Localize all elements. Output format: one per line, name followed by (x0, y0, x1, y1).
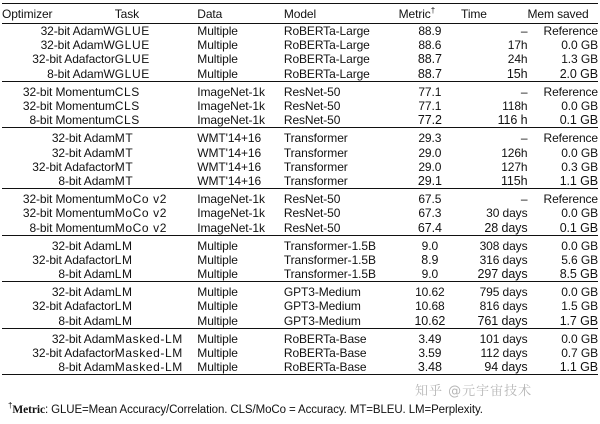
table-row (2, 360, 598, 375)
cell-data: Multiple (197, 52, 238, 67)
cell-optimizer: 32-bit Momentum (22, 206, 115, 221)
cell-task: CLS (114, 99, 140, 114)
cell-model: GPT3-Medium (283, 313, 361, 328)
cell-time: 795 days (461, 282, 527, 300)
cell-data: WMT'14+16 (197, 145, 262, 160)
cell-mem-saved: 0.0 GB (527, 235, 598, 253)
cell-optimizer: 32-bit Adam (2, 328, 115, 346)
cell-model: RoBERTa-Base (284, 328, 399, 346)
cell-model: GPT3-Medium (283, 299, 361, 314)
cell-task: MT (114, 145, 134, 160)
table-row (2, 128, 598, 146)
cell-optimizer: 32-bit Adam (2, 128, 115, 146)
cell-time: 94 days (461, 360, 527, 375)
cell-mem-saved: Reference (527, 81, 598, 99)
table-row (2, 24, 598, 39)
cell-mem-saved: 0.0 GB (527, 328, 598, 346)
cell-time: 15h (506, 66, 528, 81)
cell-metric: 77.1 (418, 99, 442, 114)
cell-task: GLUE (114, 38, 150, 53)
cell-data: Multiple (197, 252, 238, 267)
cell-optimizer: 32-bit Momentum (2, 189, 115, 207)
table-row (2, 314, 598, 329)
table-row (2, 267, 598, 282)
table-row (2, 346, 598, 360)
header-metric (399, 4, 461, 24)
header-task: Task (115, 4, 198, 24)
cell-optimizer: 32-bit Momentum (2, 81, 115, 99)
cell-task: LM (114, 313, 133, 328)
cell-time: – (461, 81, 527, 99)
cell-data: ImageNet-1k (197, 113, 265, 128)
cell-data: WMT'14+16 (197, 159, 262, 174)
cell-task: Masked-LM (115, 360, 198, 375)
cell-time: 115h (501, 173, 528, 188)
cell-task: MoCo v2 (114, 220, 167, 235)
table-row (2, 206, 598, 220)
cell-data: Multiple (197, 24, 238, 39)
cell-task: LM (114, 252, 133, 267)
cell-time: 316 days (479, 252, 528, 267)
cell-metric: 88.6 (418, 38, 442, 53)
cell-metric: 77.1 (399, 81, 461, 99)
header-data: Data (197, 4, 284, 24)
cell-optimizer: 8-bit Adam (58, 173, 115, 188)
header-mem-saved: Mem saved (527, 4, 598, 24)
cell-model: ResNet-50 (284, 81, 399, 99)
cell-model: Transformer-1.5B (283, 252, 376, 267)
cell-mem-saved: 1.7 GB (559, 313, 598, 328)
cell-metric: 9.0 (399, 235, 461, 253)
cell-model: ResNet-50 (283, 99, 341, 114)
cell-model: RoBERTa-Large (283, 52, 370, 67)
cell-mem-saved: 8.5 GB (559, 267, 598, 282)
cell-task: LM (115, 282, 198, 300)
cell-task: LM (114, 267, 133, 282)
cell-model: GPT3-Medium (284, 282, 399, 300)
cell-data: Multiple (197, 66, 238, 81)
cell-mem-saved: Reference (527, 189, 598, 207)
cell-time: 24h (507, 52, 528, 67)
cell-mem-saved: 0.0 GB (561, 38, 598, 53)
cell-time: 112 days (480, 346, 528, 361)
cell-metric: 10.68 (415, 299, 445, 314)
cell-mem-saved: 0.1 GB (559, 220, 598, 235)
cell-optimizer: 32-bit Adafactor (32, 346, 115, 361)
cell-metric: 29.1 (417, 173, 442, 188)
cell-model: ResNet-50 (283, 220, 341, 235)
cell-data: ImageNet-1k (197, 220, 265, 235)
cell-model: Transformer (283, 145, 348, 160)
cell-optimizer: 32-bit Adafactor (32, 52, 115, 67)
cell-optimizer: 32-bit Adam (2, 235, 115, 253)
cell-metric: 88.9 (418, 24, 442, 39)
table-row (2, 282, 598, 300)
cell-mem-saved: 1.1 GB (527, 360, 598, 375)
cell-data: ImageNet-1k (197, 81, 284, 99)
footnote-dagger: † (8, 401, 13, 411)
cell-task: MoCo v2 (115, 189, 198, 207)
header-optimizer: Optimizer (2, 4, 115, 24)
header-metric-label: Metric (398, 6, 431, 21)
cell-data: WMT'14+16 (197, 128, 284, 146)
cell-time: 297 days (477, 267, 528, 282)
cell-model: ResNet-50 (284, 189, 399, 207)
cell-time: 101 days (461, 328, 527, 346)
header-time: Time (461, 4, 527, 24)
cell-metric: 3.59 (418, 346, 442, 361)
cell-time: 17h (507, 38, 528, 53)
table-row (2, 38, 598, 52)
cell-time: – (461, 189, 527, 207)
cell-time: 28 days (484, 220, 528, 235)
cell-metric: 88.7 (417, 52, 442, 67)
cell-mem-saved: 1.3 GB (561, 52, 598, 67)
cell-task: MT (114, 173, 134, 188)
cell-model: RoBERTa-Large (283, 38, 370, 53)
dagger-mark: † (430, 5, 436, 15)
cell-data: Multiple (197, 328, 284, 346)
cell-mem-saved: 2.0 GB (559, 66, 598, 81)
cell-time: 127h (501, 159, 528, 174)
cell-mem-saved: Reference (527, 128, 598, 146)
cell-data: ImageNet-1k (197, 99, 265, 114)
cell-mem-saved: 1.1 GB (559, 173, 598, 188)
cell-time: 30 days (486, 206, 528, 221)
cell-data: Multiple (197, 299, 238, 314)
cell-metric: 29.0 (418, 145, 442, 160)
cell-model: Transformer (284, 128, 399, 146)
cell-model: Transformer-1.5B (284, 235, 399, 253)
cell-time: 761 days (477, 313, 528, 328)
cell-data: Multiple (197, 267, 238, 282)
cell-task: Masked-LM (114, 346, 183, 361)
cell-optimizer: 32-bit Adam (2, 282, 115, 300)
header-row (2, 4, 598, 24)
cell-metric: 3.49 (399, 328, 461, 346)
cell-model: Transformer (283, 173, 348, 188)
table-row (2, 81, 598, 99)
cell-metric: 29.3 (399, 128, 461, 146)
cell-metric: 10.62 (399, 282, 461, 300)
footnote (8, 403, 598, 417)
cell-optimizer: 32-bit Adafactor (32, 159, 115, 174)
cell-model: ResNet-50 (283, 113, 341, 128)
cell-optimizer: 32-bit Adafactor (32, 299, 115, 314)
cell-mem-saved: 0.3 GB (561, 159, 598, 174)
cell-mem-saved: 0.0 GB (561, 145, 598, 160)
cell-data: Multiple (197, 282, 284, 300)
cell-model: ResNet-50 (283, 206, 341, 221)
cell-optimizer: 8-bit Momentum (29, 220, 115, 235)
cell-data: ImageNet-1k (197, 206, 265, 221)
cell-task: LM (115, 235, 198, 253)
cell-data: ImageNet-1k (197, 189, 284, 207)
cell-model: RoBERTa-Base (284, 360, 399, 375)
cell-metric: 8.9 (421, 252, 439, 267)
cell-time: 816 days (479, 299, 528, 314)
cell-metric: 88.7 (417, 66, 442, 81)
cell-model: RoBERTa-Base (283, 346, 367, 361)
table-body (2, 24, 598, 375)
cell-time: 126h (501, 145, 528, 160)
cell-task: MT (115, 128, 198, 146)
table-row (2, 328, 598, 346)
table-row (2, 299, 598, 313)
footnote-text: : GLUE=Mean Accuracy/Correlation. CLS/MoCo = Accuracy. MT=BLEU. LM=Perplexity. (44, 404, 483, 416)
cell-task: Masked-LM (115, 328, 198, 346)
cell-task: GLUE (114, 24, 150, 39)
cell-optimizer: 32-bit AdamW (40, 38, 115, 53)
table-row (2, 253, 598, 267)
cell-metric: 29.0 (418, 159, 442, 174)
table-row (2, 52, 598, 66)
cell-optimizer: 8-bit Adam (58, 313, 115, 328)
cell-time: – (520, 24, 528, 39)
cell-data: Multiple (197, 235, 284, 253)
table-row (2, 189, 598, 207)
cell-time: 116 h (497, 113, 528, 128)
header-model: Model (284, 4, 399, 24)
cell-metric: 9.0 (421, 267, 439, 282)
cell-optimizer: 32-bit Momentum (22, 99, 115, 114)
cell-metric: 67.4 (417, 220, 442, 235)
cell-metric: 77.2 (417, 113, 442, 128)
cell-optimizer: 32-bit Adam (51, 145, 115, 160)
cell-mem-saved: 0.0 GB (527, 282, 598, 300)
cell-time: – (461, 128, 527, 146)
cell-data: Multiple (197, 346, 238, 361)
cell-optimizer: 8-bit AdamW (47, 66, 115, 81)
table-row (2, 99, 598, 113)
cell-optimizer: 32-bit AdamW (40, 24, 115, 39)
table-row (2, 235, 598, 253)
table-row (2, 160, 598, 174)
cell-time: 118h (502, 99, 528, 114)
cell-mem-saved: 5.6 GB (561, 252, 598, 267)
watermark: 知乎 @元宇宙技术 (415, 384, 533, 399)
table-row (2, 220, 598, 235)
cell-mem-saved: 0.1 GB (559, 113, 598, 128)
cell-task: MT (114, 159, 134, 174)
cell-optimizer: 32-bit Adafactor (32, 252, 115, 267)
cell-model: RoBERTa-Large (283, 24, 370, 39)
cell-optimizer: 8-bit Momentum (29, 113, 115, 128)
cell-model: Transformer (283, 159, 348, 174)
cell-metric: 67.5 (399, 189, 461, 207)
cell-data: Multiple (197, 38, 238, 53)
cell-task: CLS (115, 81, 198, 99)
results-table (2, 3, 598, 375)
cell-data: WMT'14+16 (197, 173, 262, 188)
cell-model: RoBERTa-Large (283, 66, 370, 81)
footnote-key: Metric (12, 404, 45, 416)
cell-data: Multiple (197, 313, 238, 328)
cell-metric: 10.62 (414, 313, 446, 328)
cell-metric: 67.3 (418, 206, 442, 221)
cell-optimizer: 8-bit Adam (58, 267, 115, 282)
cell-task: GLUE (114, 66, 150, 81)
cell-task: MoCo v2 (114, 206, 167, 221)
cell-mem-saved: 0.7 GB (561, 346, 598, 361)
table-row (2, 67, 598, 82)
cell-mem-saved: 0.0 GB (561, 206, 598, 221)
cell-time: 308 days (461, 235, 527, 253)
cell-mem-saved: 0.0 GB (561, 99, 598, 114)
cell-model: Transformer-1.5B (283, 267, 376, 282)
table-row (2, 113, 598, 128)
cell-mem-saved: 1.5 GB (561, 299, 598, 314)
cell-data: Multiple (197, 360, 284, 375)
cell-optimizer: 8-bit Adam (2, 360, 115, 375)
cell-task: GLUE (114, 52, 150, 67)
cell-metric: 3.48 (399, 360, 461, 375)
cell-task: CLS (114, 113, 140, 128)
table-row (2, 146, 598, 160)
cell-mem-saved: Reference (543, 24, 598, 39)
cell-task: LM (114, 299, 133, 314)
table-row (2, 174, 598, 189)
